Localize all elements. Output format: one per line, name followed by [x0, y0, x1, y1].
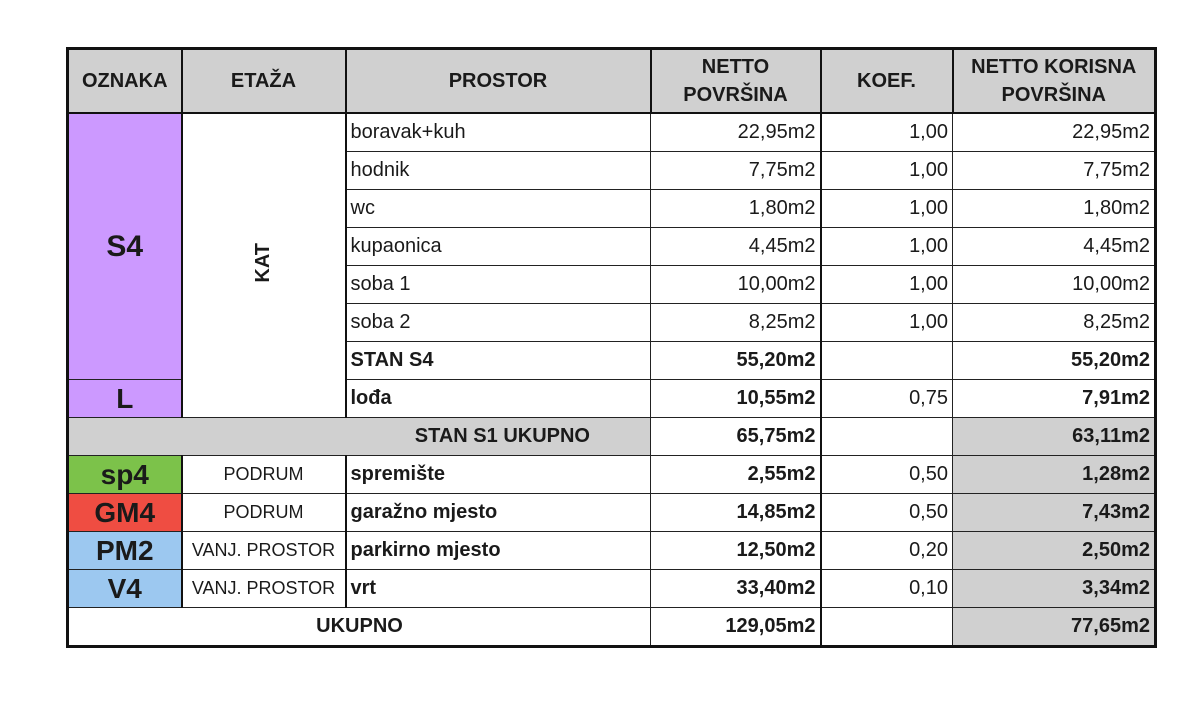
netto-cell: 1,80m2	[651, 190, 821, 228]
prostor-cell: spremište	[346, 456, 651, 494]
stan-total-label	[68, 418, 651, 456]
korisna-cell: 2,50m2	[953, 532, 1156, 570]
netto-cell: 2,55m2	[651, 456, 821, 494]
table-row-v4	[68, 570, 1156, 608]
korisna-cell: 3,34m2	[953, 570, 1156, 608]
stan-total-korisna: 63,11m2	[953, 418, 1156, 456]
header-etaza: ETAŽA	[182, 49, 346, 114]
koef-cell: 1,00	[821, 190, 953, 228]
netto-cell: 8,25m2	[651, 304, 821, 342]
koef-cell: 1,00	[821, 113, 953, 152]
stan-total-label-text: STAN S1 UKUPNO	[414, 425, 590, 447]
prostor-cell: soba 2	[346, 304, 651, 342]
prostor-cell: parkirno mjesto	[346, 532, 651, 570]
netto-cell: 4,45m2	[651, 228, 821, 266]
prostor-cell: lođa	[346, 380, 651, 418]
etaza-cell: VANJ. PROSTOR	[182, 532, 346, 570]
prostor-cell: wc	[346, 190, 651, 228]
stan-total-row	[68, 418, 1156, 456]
prostor-cell: garažno mjesto	[346, 494, 651, 532]
prostor-cell: boravak+kuh	[346, 113, 651, 152]
korisna-cell: 4,45m2	[953, 228, 1156, 266]
header-netto-line2: POVRŠINA	[683, 84, 788, 106]
koef-cell: 0,50	[821, 456, 953, 494]
koef-cell: 1,00	[821, 266, 953, 304]
korisna-cell: 7,91m2	[953, 380, 1156, 418]
header-korisna-line1: NETTO KORISNA	[971, 56, 1137, 78]
unit-code-sp4: sp4	[68, 456, 182, 494]
unit-code-v4: V4	[68, 570, 182, 608]
koef-cell: 0,20	[821, 532, 953, 570]
unit-code-l: L	[68, 380, 182, 418]
koef-cell: 0,10	[821, 570, 953, 608]
grand-total-netto: 129,05m2	[651, 608, 821, 647]
subtotal-korisna: 55,20m2	[953, 342, 1156, 380]
grand-total-row	[68, 608, 1156, 647]
header-row	[68, 49, 1156, 114]
header-netto-korisna	[953, 49, 1156, 114]
subtotal-koef	[821, 342, 953, 380]
table-row-sp4	[68, 456, 1156, 494]
subtotal-label: STAN S4	[346, 342, 651, 380]
netto-cell: 7,75m2	[651, 152, 821, 190]
etaza-cell: VANJ. PROSTOR	[182, 570, 346, 608]
header-netto-povrsina	[651, 49, 821, 114]
unit-code-gm4: GM4	[68, 494, 182, 532]
korisna-cell: 10,00m2	[953, 266, 1156, 304]
prostor-cell: soba 1	[346, 266, 651, 304]
prostor-cell: hodnik	[346, 152, 651, 190]
netto-cell: 22,95m2	[651, 113, 821, 152]
etaza-kat-label: KAT	[252, 242, 274, 283]
subtotal-netto: 55,20m2	[651, 342, 821, 380]
netto-cell: 10,55m2	[651, 380, 821, 418]
etaza-kat	[182, 113, 346, 418]
korisna-cell: 1,28m2	[953, 456, 1156, 494]
netto-cell: 12,50m2	[651, 532, 821, 570]
unit-code-pm2: PM2	[68, 532, 182, 570]
stan-total-netto: 65,75m2	[651, 418, 821, 456]
table-row	[68, 113, 1156, 152]
grand-total-korisna: 77,65m2	[953, 608, 1156, 647]
area-table	[66, 47, 1157, 648]
korisna-cell: 8,25m2	[953, 304, 1156, 342]
netto-cell: 33,40m2	[651, 570, 821, 608]
korisna-cell: 1,80m2	[953, 190, 1156, 228]
table-row-pm2	[68, 532, 1156, 570]
korisna-cell: 7,43m2	[953, 494, 1156, 532]
koef-cell: 0,50	[821, 494, 953, 532]
netto-cell: 14,85m2	[651, 494, 821, 532]
header-oznaka: OZNAKA	[68, 49, 182, 114]
koef-cell: 1,00	[821, 152, 953, 190]
korisna-cell: 22,95m2	[953, 113, 1156, 152]
unit-code-s4: S4	[68, 113, 182, 380]
koef-cell: 0,75	[821, 380, 953, 418]
grand-total-label: UKUPNO	[68, 608, 651, 647]
header-prostor: PROSTOR	[346, 49, 651, 114]
koef-cell: 1,00	[821, 304, 953, 342]
grand-total-koef	[821, 608, 953, 647]
header-netto-line1: NETTO	[701, 56, 770, 78]
table-row-gm4	[68, 494, 1156, 532]
prostor-cell: vrt	[346, 570, 651, 608]
koef-cell: 1,00	[821, 228, 953, 266]
prostor-cell: kupaonica	[346, 228, 651, 266]
etaza-cell: PODRUM	[182, 456, 346, 494]
etaza-cell: PODRUM	[182, 494, 346, 532]
netto-cell: 10,00m2	[651, 266, 821, 304]
header-koef: KOEF.	[821, 49, 953, 114]
stan-total-koef	[821, 418, 953, 456]
korisna-cell: 7,75m2	[953, 152, 1156, 190]
header-korisna-line2: POVRŠINA	[1001, 84, 1106, 106]
